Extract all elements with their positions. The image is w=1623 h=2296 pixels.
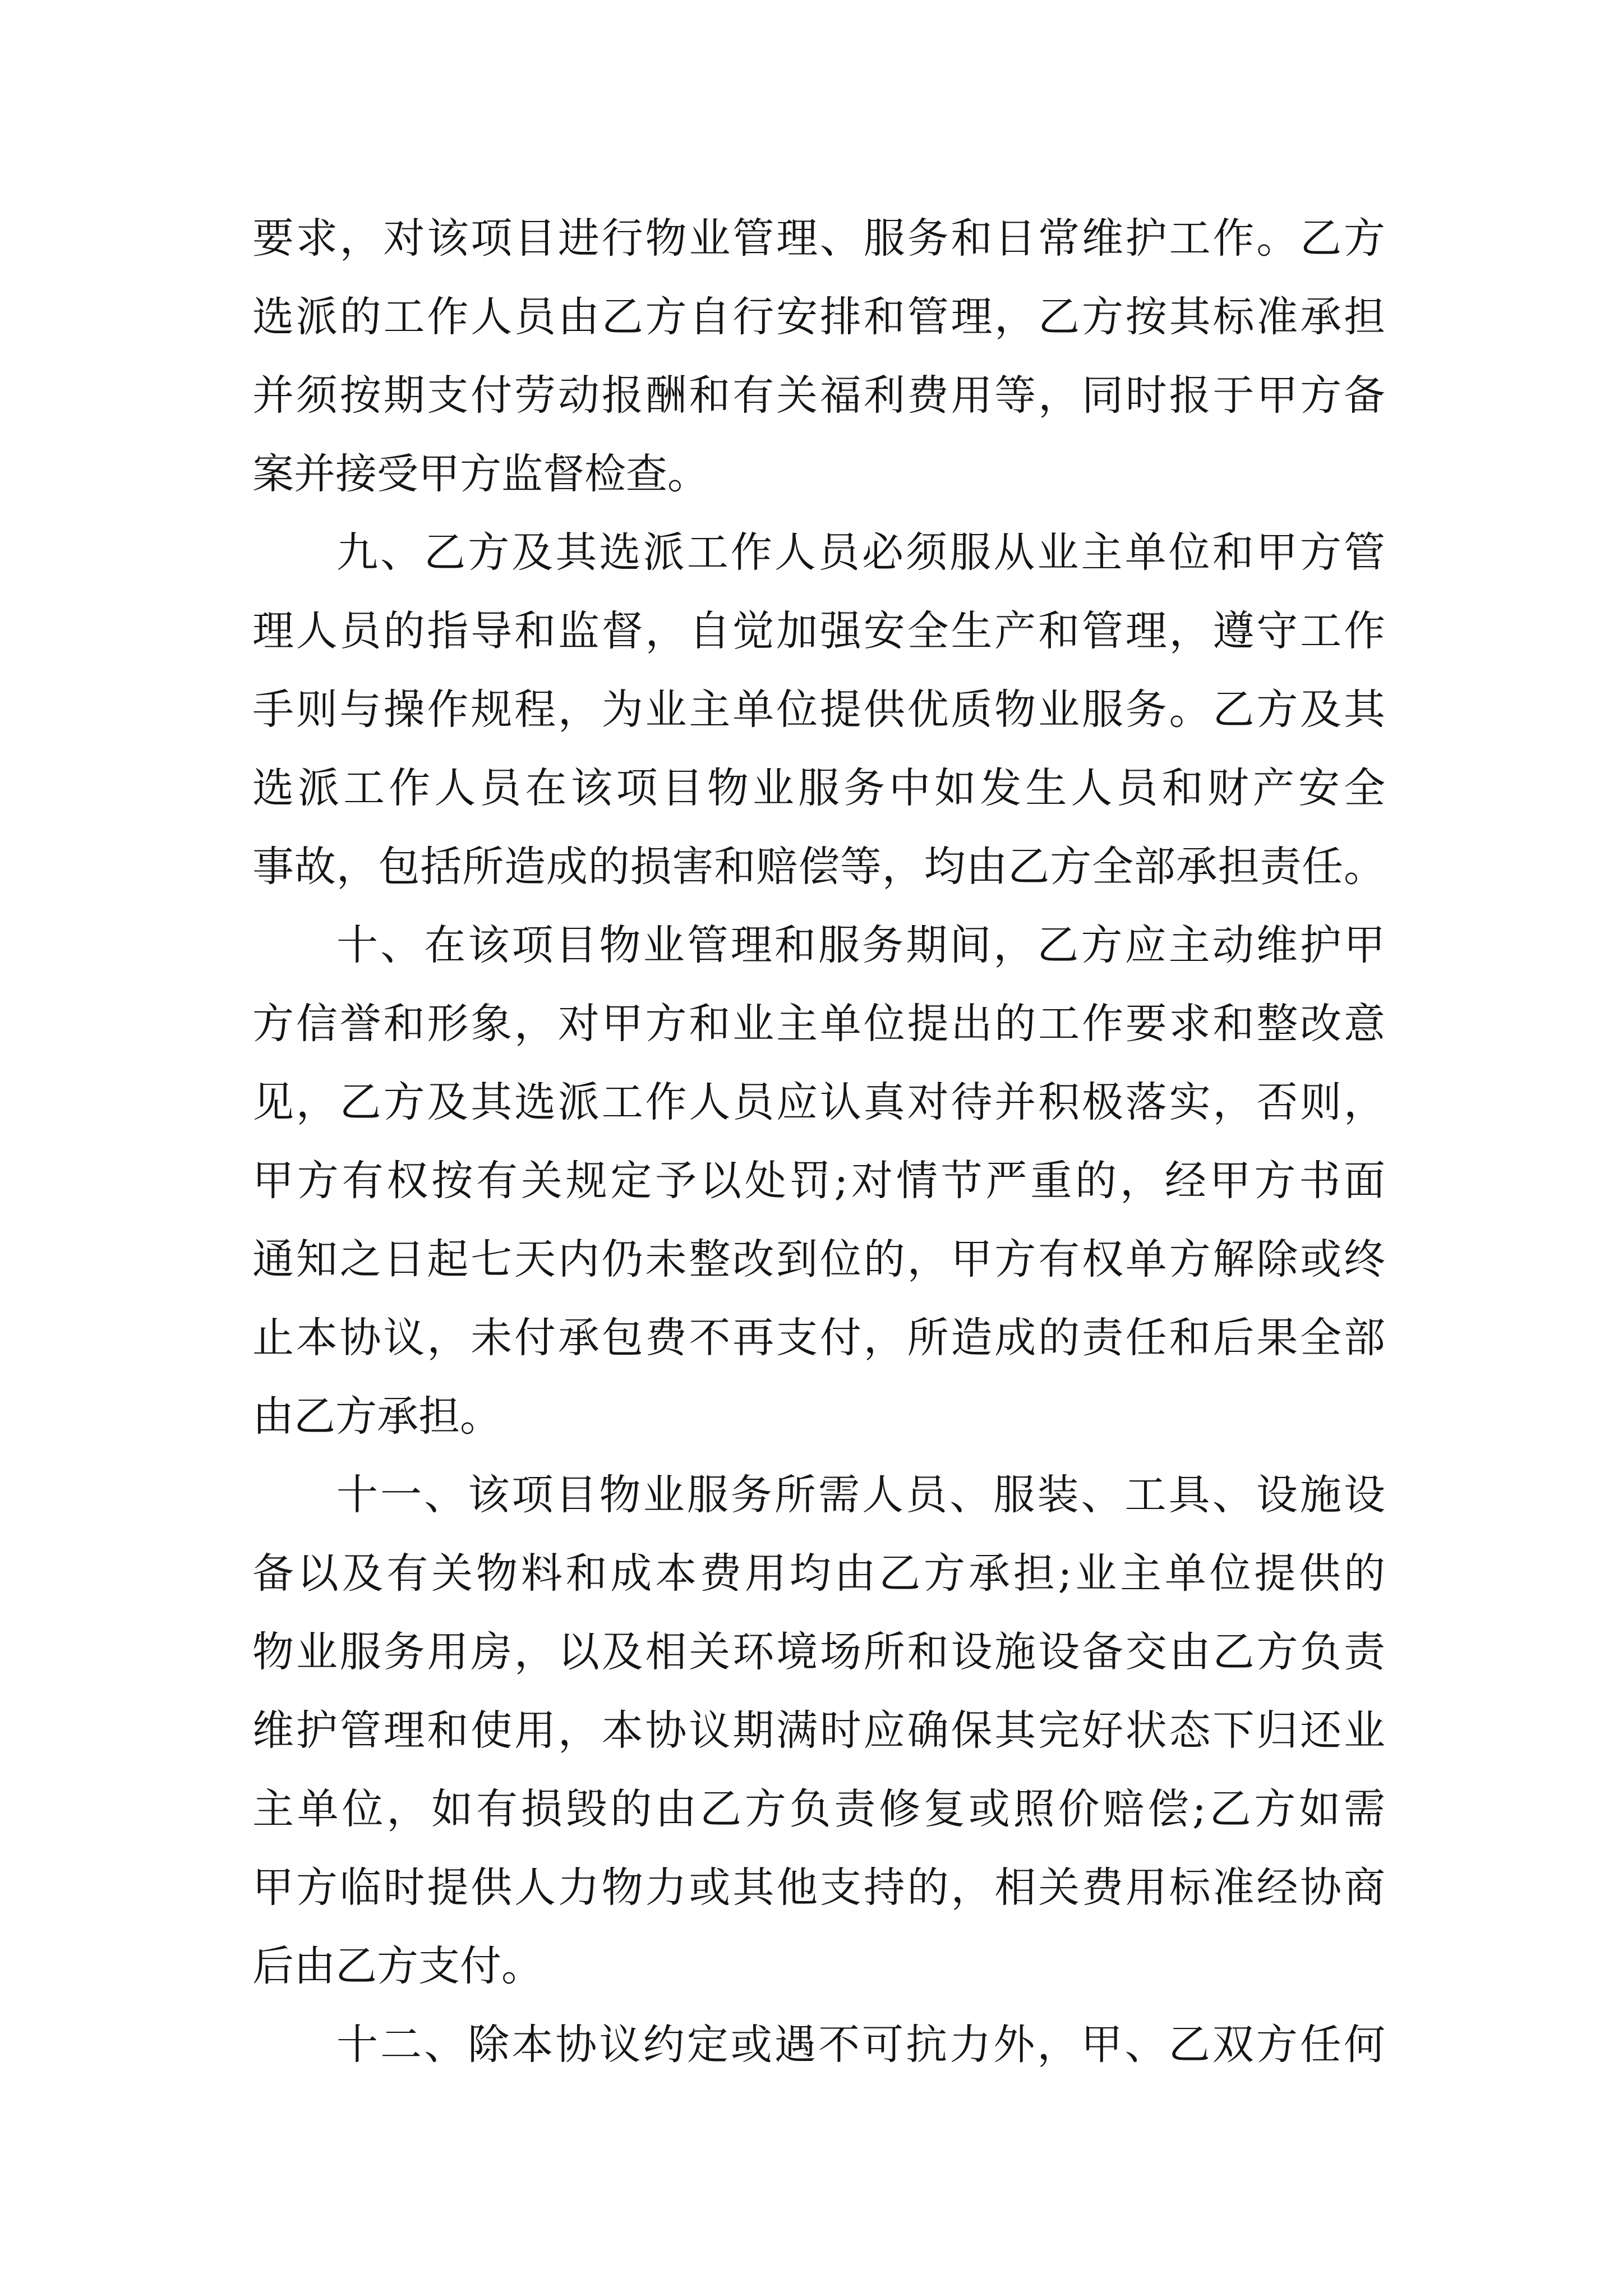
text-line: 十二、除本协议约定或遇不可抗力外，甲、乙双方任何: [336, 2021, 1385, 2069]
text-line: 止本协议，未付承包费不再支付，所造成的责任和后果全部: [252, 1314, 1385, 1362]
text-line: 主单位，如有损毁的由乙方负责修复或照价赔偿;乙方如需: [252, 1785, 1385, 1833]
text-line: 通知之日起七天内仍未整改到位的，甲方有权单方解除或终: [252, 1235, 1385, 1283]
text-line: 手则与操作规程，为业主单位提供优质物业服务。乙方及其: [252, 685, 1385, 734]
text-line: 后由乙方支付。: [252, 1942, 543, 1990]
text-line: 维护管理和使用，本协议期满时应确保其完好状态下归还业: [252, 1706, 1385, 1755]
text-line: 十一、该项目物业服务所需人员、服装、工具、设施设: [336, 1471, 1385, 1519]
text-line: 由乙方承担。: [252, 1392, 501, 1441]
text-line: 见，乙方及其选派工作人员应认真对待并积极落实，否则，: [252, 1078, 1385, 1126]
text-line: 十、在该项目物业管理和服务期间，乙方应主动维护甲: [336, 921, 1385, 969]
text-line: 案并接受甲方监督检查。: [252, 450, 709, 498]
text-line: 理人员的指导和监督，自觉加强安全生产和管理，遵守工作: [252, 607, 1385, 655]
document-body: [252, 199, 1385, 2084]
text-line: 并须按期支付劳动报酬和有关福利费用等，同时报于甲方备: [252, 371, 1385, 420]
text-line: 选派的工作人员由乙方自行安排和管理，乙方按其标准承担: [252, 293, 1385, 341]
text-line: 物业服务用房，以及相关环境场所和设施设备交由乙方负责: [252, 1628, 1385, 1676]
text-line: 甲方临时提供人力物力或其他支持的，相关费用标准经协商: [252, 1864, 1385, 1912]
text-line: 九、乙方及其选派工作人员必须服从业主单位和甲方管: [336, 528, 1385, 577]
text-line: 备以及有关物料和成本费用均由乙方承担;业主单位提供的: [252, 1549, 1385, 1598]
text-line: 要求，对该项目进行物业管理、服务和日常维护工作。乙方: [252, 214, 1385, 263]
text-line: 方信誉和形象，对甲方和业主单位提出的工作要求和整改意: [252, 1000, 1385, 1048]
text-line: 选派工作人员在该项目物业服务中如发生人员和财产安全: [252, 764, 1385, 812]
text-line: 事故，包括所造成的损害和赔偿等，均由乙方全部承担责任。: [252, 843, 1385, 891]
text-line: 甲方有权按有关规定予以处罚;对情节严重的，经甲方书面: [252, 1157, 1385, 1205]
